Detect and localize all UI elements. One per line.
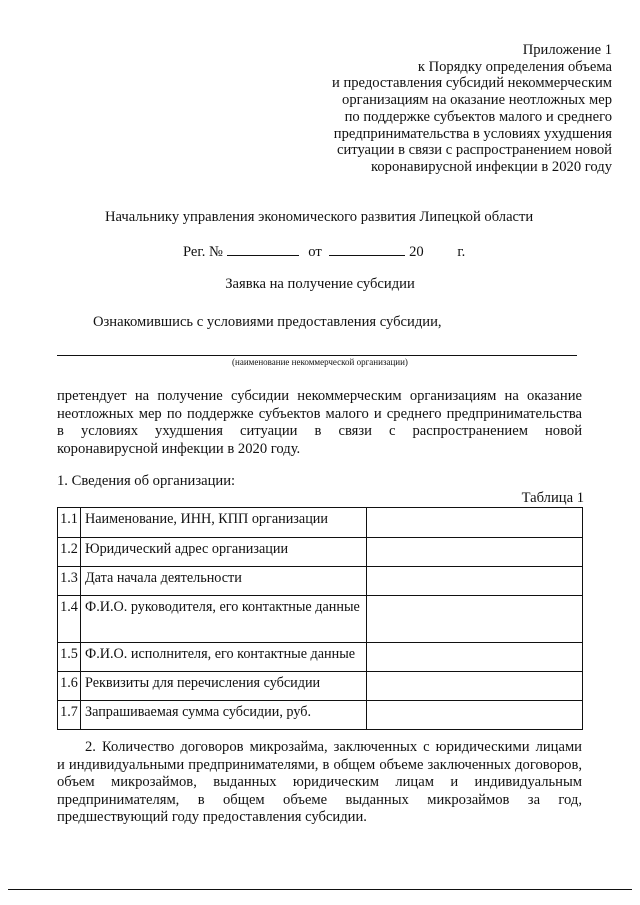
- row-value-cell[interactable]: [367, 701, 583, 730]
- appendix-line: организациям на оказание неотложных мер: [342, 92, 612, 109]
- table-row: [58, 643, 583, 672]
- claim-line: неотложных мер по поддержке субъектов малого и среднего предпринимательства: [57, 405, 582, 422]
- page-bottom-rule: [8, 889, 632, 890]
- row-number: 1.4: [58, 596, 81, 643]
- table-row: [58, 596, 583, 643]
- year-suffix: г.: [457, 244, 466, 260]
- paragraph-2-line: предпринимателям, в общем объеме выданных микрозаймов за год,: [57, 791, 582, 808]
- date-from-label: от: [308, 244, 322, 260]
- intro-text: Ознакомившись с условиями предоставления субсидии,: [93, 314, 442, 330]
- appendix-line: предпринимательства в условиях ухудшения: [333, 125, 612, 142]
- row-number: 1.7: [58, 701, 81, 730]
- row-number: 1.5: [58, 643, 81, 672]
- appendix-line: коронавирусной инфекции в 2020 году: [371, 158, 612, 175]
- addressee: Начальнику управления экономического развития Липецкой области: [105, 209, 534, 225]
- claim-line: претендует на получение субсидии некоммерческим организациям на оказание: [57, 388, 582, 404]
- table-caption: Таблица 1: [521, 490, 584, 506]
- claim-line: коронавирусной инфекции в 2020 году.: [57, 440, 301, 457]
- row-value-cell[interactable]: [367, 508, 583, 538]
- reg-number-field[interactable]: [227, 243, 299, 256]
- registration-line: [183, 243, 465, 261]
- paragraph-2: [57, 739, 582, 827]
- row-label: Реквизиты для перечисления субсидии: [81, 672, 367, 701]
- reg-number-label: Рег. №: [183, 244, 223, 260]
- row-number: 1.3: [58, 567, 81, 596]
- paragraph-2-line: и индивидуальными предпринимателями, в общем объеме заключенных договоров,: [57, 756, 582, 773]
- appendix-line: ситуации в связи с распространением новой: [336, 142, 612, 159]
- year-prefix: 20: [409, 244, 424, 260]
- claim-line: в условиях ухудшения ситуации в связи с распространением новой: [57, 423, 582, 439]
- page-title: Заявка на получение субсидии: [225, 276, 415, 292]
- row-value-cell[interactable]: [367, 567, 583, 596]
- appendix-header: [312, 42, 612, 176]
- row-number: 1.6: [58, 672, 81, 701]
- row-label: Ф.И.О. исполнителя, его контактные данные: [81, 643, 367, 672]
- row-label: Наименование, ИНН, КПП организации: [81, 508, 367, 538]
- row-label: Ф.И.О. руководителя, его контактные данные: [81, 596, 367, 643]
- org-name-field[interactable]: [57, 355, 577, 356]
- row-value-cell[interactable]: [367, 538, 583, 567]
- section-heading: 1. Сведения об организации:: [57, 473, 236, 489]
- table-row: [58, 508, 583, 538]
- appendix-line: по поддержке субъектов малого и среднего: [344, 108, 612, 125]
- row-label: Юридический адрес организации: [81, 538, 367, 567]
- appendix-line: и предоставления субсидий некоммерческим: [331, 75, 612, 92]
- reg-date-field[interactable]: [329, 243, 405, 256]
- row-label: Запрашиваемая сумма субсидии, руб.: [81, 701, 367, 730]
- row-value-cell[interactable]: [367, 596, 583, 643]
- table-row: [58, 672, 583, 701]
- appendix-line: Приложение 1: [522, 42, 612, 58]
- row-number: 1.1: [58, 508, 81, 538]
- table-row: [58, 538, 583, 567]
- appendix-line: к Порядку определения объема: [417, 58, 612, 75]
- table-row: [58, 567, 583, 596]
- row-value-cell[interactable]: [367, 672, 583, 701]
- row-label: Дата начала деятельности: [81, 567, 367, 596]
- row-value-cell[interactable]: [367, 643, 583, 672]
- paragraph-2-line: 2. Количество договоров микрозайма, заключенных с юридическими лицами: [85, 739, 582, 755]
- paragraph-2-line: предшествующий году предоставления субсидии.: [57, 809, 367, 825]
- claim-paragraph: [57, 388, 582, 458]
- org-name-caption: (наименование некоммерческой организации): [232, 357, 408, 367]
- paragraph-2-line: объем микрозаймов, выданных юридическим лицам и индивидуальным: [57, 774, 582, 790]
- organization-info-table: [57, 507, 583, 730]
- row-number: 1.2: [58, 538, 81, 567]
- table-row: [58, 701, 583, 730]
